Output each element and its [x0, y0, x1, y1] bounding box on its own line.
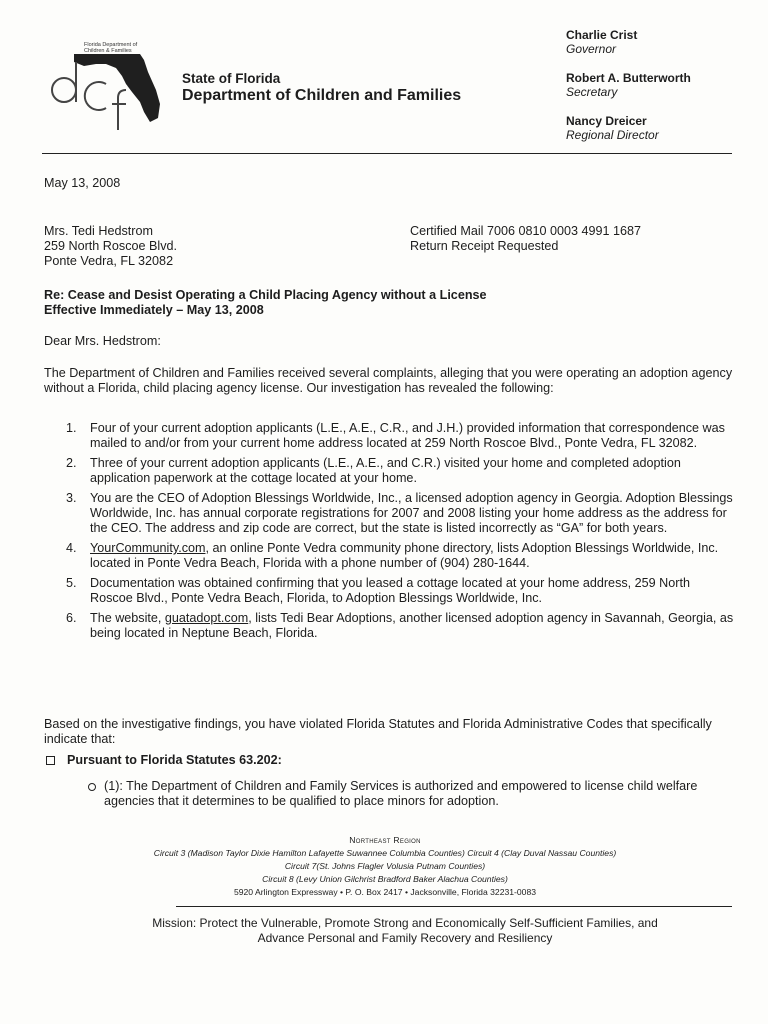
footer-circuits-1: Circuit 3 (Madison Taylor Dixie Hamilton Lafayette Suwannee Columbia Counties) Circuit 4 (Clay Duval Nassau Counties) — [153, 848, 617, 858]
item-text: , lists Tedi Bear Adoptions, another licensed adoption agency in Savannah, Georgia, as being located in Neptune Beach, Florida. — [90, 611, 734, 640]
statute-item — [88, 779, 728, 809]
department-name: Department of Children and Families — [182, 87, 462, 104]
footer — [60, 834, 710, 899]
list-item — [66, 576, 736, 606]
official-secretary — [566, 71, 691, 99]
header-divider — [42, 153, 732, 154]
official-name: Nancy Dreicer — [566, 114, 647, 128]
mission-statement — [60, 916, 750, 946]
subject-line-2: Effective Immediately – May 13, 2008 — [44, 303, 264, 317]
statute-item-text: (1): The Department of Children and Family Services is authorized and empowered to license child welfare agencies that it determines to be qualified to place minors for adoption. — [104, 779, 698, 808]
recipient-name: Mrs. Tedi Hedstrom — [44, 224, 153, 238]
list-item — [66, 541, 736, 571]
item-text: , an online Ponte Vedra community phone directory, lists Adoption Blessings Worldwide, Inc. located in Ponte Vedra Beach, Florida with a phone number of (904) 280-1644. — [90, 541, 719, 570]
footer-divider — [176, 906, 732, 907]
item-number: 4. — [66, 541, 77, 555]
intro-paragraph: The Department of Children and Families received several complaints, alleging that you were operating an adoption agency without a Florida, child placing agency license. Our investigation has revealed the following: — [44, 366, 733, 395]
state-name: State of Florida — [182, 71, 281, 86]
recipient-city: Ponte Vedra, FL 32082 — [44, 254, 174, 268]
certified-mail-line: Certified Mail 7006 0810 0003 4991 1687 — [410, 224, 642, 238]
letter-date: May 13, 2008 — [44, 176, 121, 190]
official-title: Regional Director — [566, 128, 659, 142]
findings-list — [66, 421, 736, 646]
item-number: 6. — [66, 611, 77, 625]
square-bullet-icon — [46, 756, 55, 765]
official-name: Charlie Crist — [566, 28, 638, 42]
official-regional-director — [566, 114, 691, 142]
footer-address: 5920 Arlington Expressway • P. O. Box 2417 • Jacksonville, Florida 32231-0083 — [233, 887, 537, 897]
item-text: You are the CEO of Adoption Blessings Worldwide, Inc., a licensed adoption agency in Georgia. Adoption Blessings Worldwide, Inc. has annual corporate registrations for 2007 and 2008 listing your home address as the address for the CEO. The address and zip code are correct, but the state is listed incorrectly as “GA” for both years. — [90, 491, 733, 535]
list-item — [66, 491, 736, 536]
item-text: Documentation was obtained confirming that you leased a cottage located at your home address, 259 North Roscoe Blvd., Ponte Vedra Beach, Florida, to Adoption Blessings Worldwide, Inc. — [90, 576, 690, 605]
footer-circuits-2: Circuit 7(St. Johns Flagler Volusia Putnam Counties) — [284, 861, 486, 871]
recipient-street: 259 North Roscoe Blvd. — [44, 239, 178, 253]
recipient-address — [44, 224, 177, 269]
mission-line-2: Advance Personal and Family Recovery and Resiliency — [257, 931, 553, 945]
item-number: 2. — [66, 456, 77, 470]
item-number: 5. — [66, 576, 77, 590]
delivery-method — [410, 224, 641, 254]
subject-line — [44, 288, 487, 318]
official-name: Robert A. Butterworth — [566, 71, 691, 85]
guatadopt-link[interactable]: guatadopt.com — [164, 611, 249, 625]
return-receipt-line: Return Receipt Requested — [410, 239, 559, 253]
footer-region: Northeast Region — [349, 835, 421, 845]
item-number: 3. — [66, 491, 77, 505]
circle-bullet-icon — [88, 783, 96, 791]
subject-line-1: Re: Cease and Desist Operating a Child Placing Agency without a License — [44, 288, 487, 302]
statute-heading-text: Pursuant to Florida Statutes 63.202: — [67, 753, 282, 767]
mission-line-1: Mission: Protect the Vulnerable, Promote Strong and Economically Self-Sufficient Families, and — [152, 916, 658, 930]
official-governor — [566, 28, 691, 56]
logo-caption-1: Florida Department of — [84, 42, 138, 48]
item-text: Four of your current adoption applicants (L.E., A.E., C.R., and J.H.) provided information that correspondence was mailed to and/or from your current home address located at 259 North Roscoe Blvd., Ponte Vedra, FL 32082. — [90, 421, 725, 450]
statute-heading — [44, 753, 282, 768]
dcf-logo — [44, 38, 162, 134]
list-item — [66, 421, 736, 451]
salutation: Dear Mrs. Hedstrom: — [44, 334, 161, 348]
official-title: Governor — [566, 42, 617, 56]
list-item — [66, 456, 736, 486]
item-text-pre: The website, — [90, 611, 165, 625]
official-title: Secretary — [566, 85, 618, 99]
item-text: Three of your current adoption applicants (L.E., A.E., and C.R.) visited your home and completed adoption application paperwork at the cottage located at your home. — [90, 456, 681, 485]
logo-caption-2: Children & Families — [84, 48, 132, 54]
officials-block — [566, 28, 691, 157]
footer-circuits-3: Circuit 8 (Levy Union Gilchrist Bradford Baker Alachua Counties) — [262, 874, 508, 884]
list-item — [66, 611, 736, 641]
item-number: 1. — [66, 421, 77, 435]
conclusion-paragraph: Based on the investigative findings, you have violated Florida Statutes and Florida Administrative Codes that specifically indicate that: — [44, 717, 712, 746]
yourcommunity-link[interactable]: YourCommunity.com — [90, 541, 206, 555]
